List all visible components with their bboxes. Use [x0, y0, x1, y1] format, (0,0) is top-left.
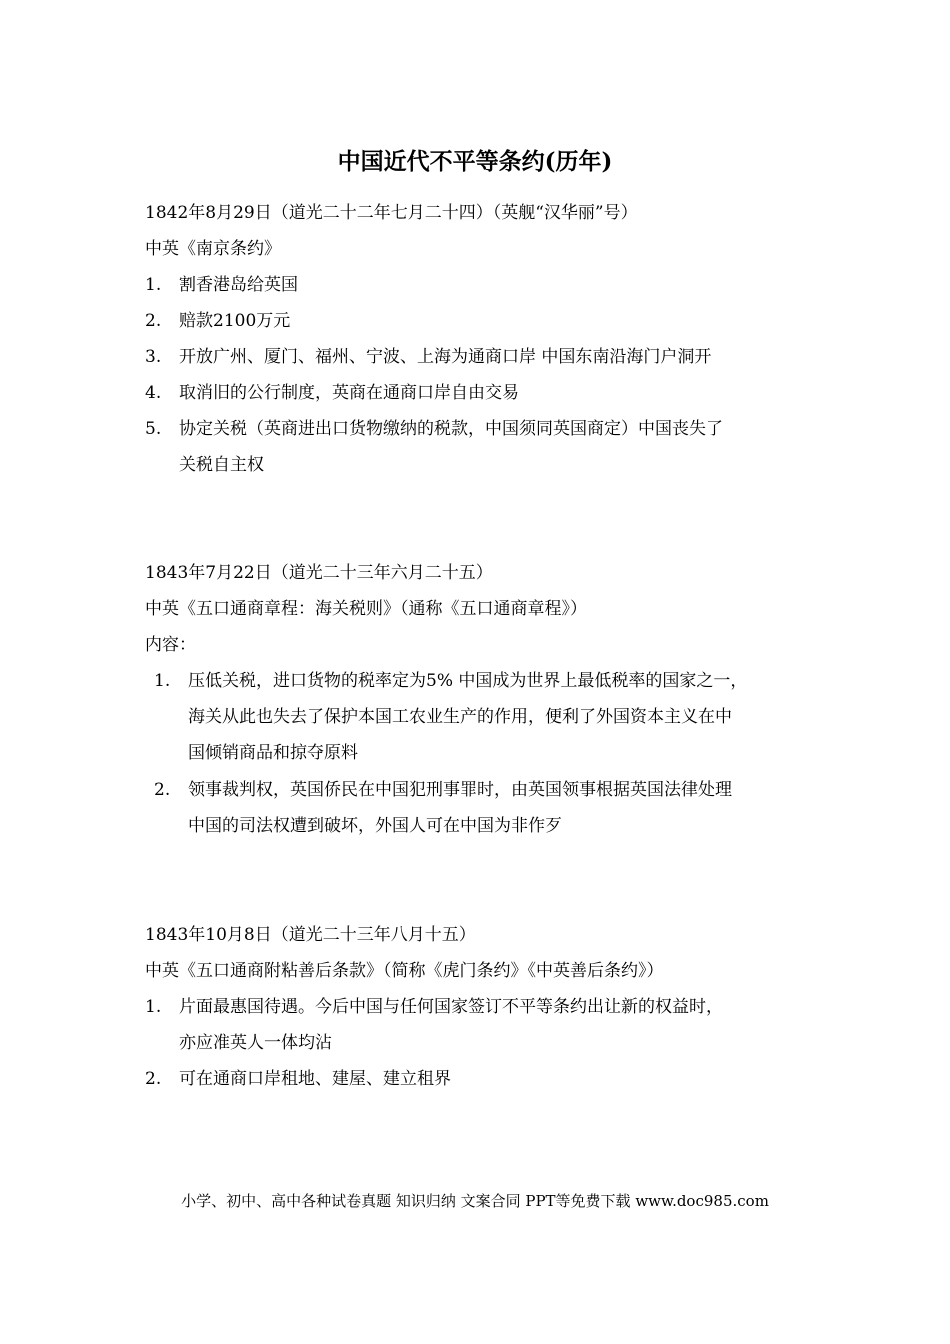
- section2-item2-number: 2.: [154, 780, 171, 800]
- section1-item5-text-line1: 协定关税（英商进出口货物缴纳的税款，中国须同英国商定）中国丧失了: [179, 419, 723, 439]
- section1-item5-number: 5.: [145, 419, 162, 439]
- section2-item1-number: 1.: [154, 671, 171, 691]
- section2-date: 1843年7月22日（道光二十三年六月二十五）: [145, 563, 493, 583]
- section3-date: 1843年10月8日（道光二十三年八月十五）: [145, 925, 476, 945]
- section1-item5-text-line2: 关税自主权: [179, 455, 264, 475]
- section1-treaty: 中英《南京条约》: [145, 239, 281, 259]
- section1-item3-number: 3.: [145, 347, 162, 367]
- section1-item1-text: 割香港岛给英国: [179, 275, 298, 295]
- section1-date: 1842年8月29日（道光二十二年七月二十四）（英舰“汉华丽”号）: [145, 203, 638, 223]
- section2-item1-text-line2: 海关从此也失去了保护本国工农业生产的作用，便利了外国资本主义在中: [188, 707, 732, 727]
- section3-item2-text: 可在通商口岸租地、建屋、建立租界: [179, 1069, 451, 1089]
- section2-treaty: 中英《五口通商章程：海关税则》（通称《五口通商章程》）: [145, 599, 587, 619]
- section3-item1-text-line1: 片面最惠国待遇。今后中国与任何国家签订不平等条约出让新的权益时，: [179, 997, 723, 1017]
- section3-item1-text-line2: 亦应准英人一体均沾: [179, 1033, 332, 1053]
- section1-item2-number: 2.: [145, 311, 162, 331]
- section2-item2-text-line1: 领事裁判权，英国侨民在中国犯刑事罪时，由英国领事根据英国法律处理: [188, 780, 732, 800]
- section3-item1-number: 1.: [145, 997, 162, 1017]
- section3-treaty: 中英《五口通商附粘善后条款》（简称《虎门条约》《中英善后条约》）: [145, 961, 664, 981]
- section1-item2-text: 赔款2100万元: [179, 311, 291, 331]
- section1-item4-text: 取消旧的公行制度，英商在通商口岸自由交易: [179, 383, 519, 403]
- section2-item1-text-line3: 国倾销商品和掠夺原料: [188, 743, 358, 763]
- section1-item3-text: 开放广州、厦门、福州、宁波、上海为通商口岸 中国东南沿海门户洞开: [179, 347, 712, 367]
- section2-content-label: 内容：: [145, 635, 196, 655]
- section3-item2-number: 2.: [145, 1069, 162, 1089]
- page-footer: 小学、初中、高中各种试卷真题 知识归纳 文案合同 PPT等免费下载 www.doc985.com: [181, 1192, 769, 1210]
- section2-item2-text-line2: 中国的司法权遭到破坏，外国人可在中国为非作歹: [188, 816, 562, 836]
- section1-item4-number: 4.: [145, 383, 162, 403]
- page-title: 中国近代不平等条约(历年): [337, 148, 613, 175]
- section1-item1-number: 1.: [145, 275, 162, 295]
- section2-item1-text-line1: 压低关税，进口货物的税率定为5% 中国成为世界上最低税率的国家之一，: [188, 671, 748, 691]
